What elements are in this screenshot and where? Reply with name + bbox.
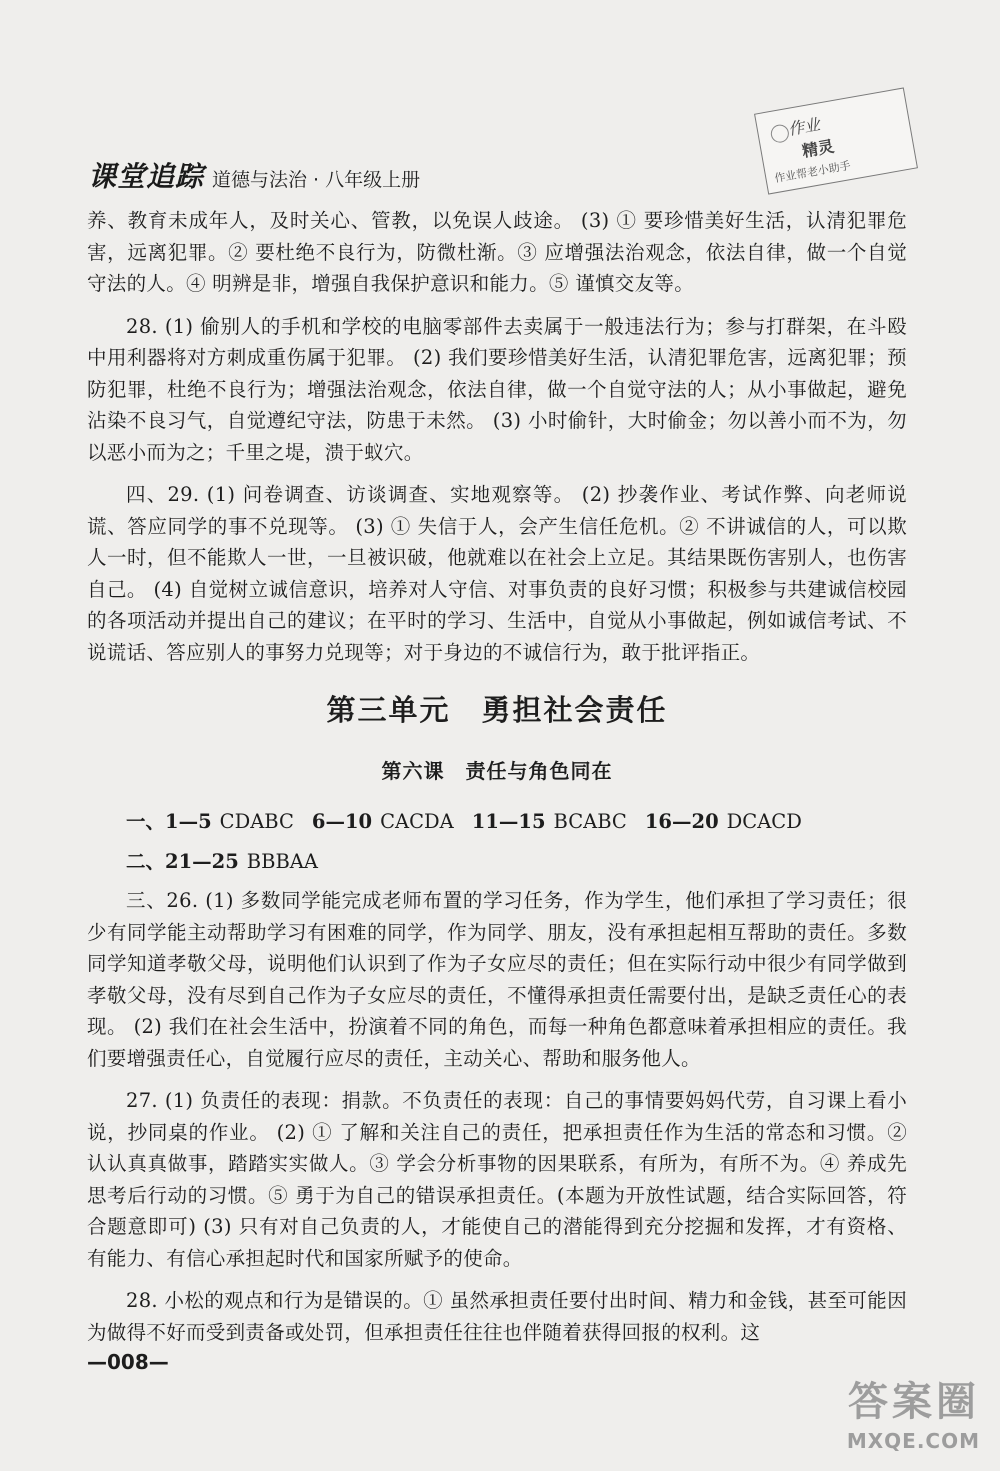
stamp-text-3: 作业帮老小助手: [773, 158, 852, 186]
answer-group: [472, 806, 627, 838]
paragraph-q28: 28. (1) 偷别人的手机和学校的电脑零部件去卖属于一般违法行为；参与打群架，在斗殴中用利器将对方刺成重伤属于犯罪。 (2) 我们要珍惜美好生活，认清犯罪危害，远离犯罪；预防犯罪，杜绝不良行为；增强法治观念，依法自律，做一个自觉守法的人；从小事做起，避免沾染不良习气，自觉遵纪守法，防患于未然。 (3) 小时偷针，大时偷金；勿以善小而不为，勿以恶小而为之；千里之堤，溃于蚁穴。: [87, 314, 907, 464]
stamp-text-1: 作业: [786, 114, 822, 139]
paragraph-q26: 三、26. (1) 多数同学能完成老师布置的学习任务，作为学生，他们承担了学习责任；很少有同学能主动帮助学习有困难的同学，作为同学、朋友，没有承担起相互帮助的责任。多数同学知道孝敬父母，说明他们认识到了作为子女应尽的责任；但在实际行动中很少有同学做到孝敬父母，没有尽到自己作为子女应尽的责任，不懂得承担责任需要付出，是缺乏责任心的表现。 (2) 我们在社会生活中，扮演着不同的角色，而每一种角色都意味着承担相应的责任。我们要增强责任心，自觉履行应尽的责任，主动关心、帮助和服务他人。: [87, 889, 907, 1070]
answer-range: 11—15: [471, 810, 546, 833]
stamp-logo: [754, 87, 918, 194]
answer-range: 6—10: [311, 810, 373, 833]
answer-content: [87, 205, 907, 1348]
answer-range: 16—20: [644, 810, 719, 833]
watermark-url: MXQE.COM: [846, 1429, 980, 1453]
book-title: 道德与法治 · 八年级上册: [212, 169, 421, 191]
answer-group: [165, 806, 294, 838]
answer-group: [645, 806, 802, 838]
answer-range: 1—5: [165, 810, 212, 833]
paragraph-q27: 27. (1) 负责任的表现：捐款。不负责任的表现：自己的事情要妈妈代劳，自习课上看小说，抄同桌的作业。 (2) ① 了解和关注自己的责任，把承担责任作为生活的常态和习惯。② 认认真真做事，踏踏实实做人。③ 学会分析事物的因果联系，有所为，有所不为。④ 养成先思考后行动的习惯。⑤ 勇于为自己的错误承担责任。(本题为开放性试题，结合实际回答，符合题意即可) (3) 只有对自己负责的人，才能使自己的潜能得到充分挖掘和发挥，才有资格、有能力、有信心承担起时代和国家所赋予的使命。: [87, 1089, 907, 1270]
page-number: —008—: [87, 1350, 169, 1374]
answer-group: [165, 846, 318, 878]
paragraph-continued: 养、教育未成年人，及时关心、管教，以免误人歧途。 (3) ① 要珍惜美好生活，认清犯罪危害，远离犯罪。② 要杜绝不良行为，防微杜渐。③ 应增强法治观念，依法自律，做一个自觉守法的人。④ 明辨是非，增强自我保护意识和能力。⑤ 谨慎交友等。: [87, 209, 907, 295]
answer-group: [312, 806, 454, 838]
answer-letters: CACDA: [380, 810, 454, 833]
answer-letters: BCABC: [553, 810, 627, 833]
watermark-title: 答案圈: [848, 1379, 980, 1425]
answer-range: 21—25: [165, 849, 239, 873]
answer-letters: BBBAA: [246, 849, 318, 873]
paragraph-q28b: 28. 小松的观点和行为是错误的。① 虽然承担责任要付出时间、精力和金钱，甚至可能因为做得不好而受到责备或处罚，但承担责任往往也伴随着获得回报的权利。这: [87, 1289, 907, 1344]
page-header: [88, 155, 420, 195]
stamp-text-2: 精灵: [800, 136, 836, 161]
answer-letters: CDABC: [219, 810, 294, 833]
answer-row-prefix: 一、: [126, 810, 166, 833]
brand-logo-text: 课堂追踪: [88, 160, 205, 193]
answer-row-prefix: 二、: [126, 849, 166, 873]
answer-row-choice-2: [87, 846, 907, 878]
paragraph-q29: 四、29. (1) 问卷调查、访谈调查、实地观察等。 (2) 抄袭作业、考试作弊、向老师说谎、答应同学的事不兑现等。 (3) ① 失信于人，会产生信任危机。② 不讲诚信的人，可以欺人一时，但不能欺人一世，一旦被识破，他就难以在社会上立足。其结果既伤害别人，也伤害自己。 (4) 自觉树立诚信意识，培养对人守信、对事负责的良好习惯；积极参与共建诚信校园的各项活动并提出自己的建议；在平时的学习、生活中，自觉从小事做起，例如诚信考试、不说谎话、答应别人的事努力兑现等；对于身边的不诚信行为，敢于批评指正。: [87, 483, 907, 664]
answer-letters: DCACD: [726, 810, 802, 833]
site-watermark: [847, 1370, 980, 1453]
lesson-title: 第六课 责任与角色同在: [381, 759, 613, 783]
unit-title: 第三单元 勇担社会责任: [326, 693, 668, 727]
answer-row-choice-1: [87, 806, 907, 838]
